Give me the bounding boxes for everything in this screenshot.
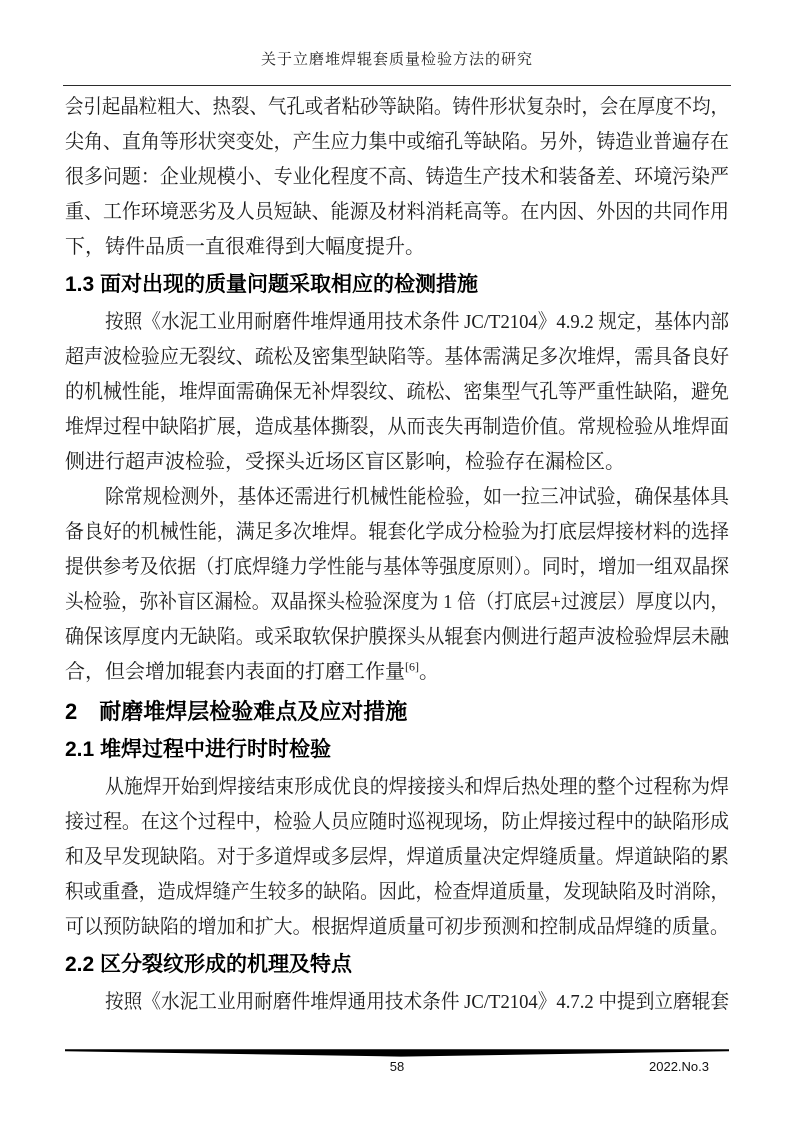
page-footer <box>65 1048 729 1076</box>
body-text-line <box>65 805 729 840</box>
text-segment: 可以预防缺陷的增加和扩大。根据焊道质量可初步预测和控制成品焊缝的质量。 <box>65 916 729 938</box>
body-text-line <box>65 305 729 340</box>
body-text-run <box>65 340 729 375</box>
body-text-run <box>65 515 729 550</box>
body-text-line <box>65 90 729 125</box>
text-segment: 重、工作环境恶劣及人员短缺、能源及材料消耗高等。在内因、外因的共同作用 <box>65 201 729 223</box>
body-text-run <box>65 90 729 125</box>
text-segment: 超声波检验应无裂纹、疏松及密集型缺陷等。基体需满足多次堆焊，需具备良好 <box>65 346 729 368</box>
body-text-run <box>65 875 729 910</box>
body-text-line <box>65 160 729 195</box>
body-text-line <box>65 620 729 655</box>
body-text-line <box>65 340 729 375</box>
issue-label: 2022.No.3 <box>649 1059 709 1074</box>
page-number: 58 <box>389 1059 405 1074</box>
body-text-line <box>65 875 729 910</box>
text-segment: 和及早发现缺陷。对于多道焊或多层焊，焊道质量决定焊缝质量。焊道缺陷的累 <box>65 846 729 868</box>
body-text-line <box>65 515 729 550</box>
body-text-run <box>65 550 729 585</box>
citation-superscript: [6] <box>405 659 419 674</box>
section-heading-2-1: 2.1 堆焊过程中进行时时检验 <box>65 738 332 761</box>
body-text-run <box>65 445 625 480</box>
body-text-line <box>65 655 729 690</box>
text-segment: 会引起晶粒粗大、热裂、气孔或者粘砂等缺陷。铸件形状复杂时，会在厚度不均， <box>65 96 729 118</box>
text-segment: 侧进行超声波检验，受探头近场区盲区影响，检验存在漏检区。 <box>65 451 625 473</box>
text-segment: 除常规检测外，基体还需进行机械性能检验，如一拉三冲试验，确保基体具 <box>105 486 729 508</box>
body-text-run <box>65 230 425 265</box>
body-text-run <box>105 305 729 340</box>
body-text-run <box>65 805 729 840</box>
text-segment: 。 <box>419 661 439 683</box>
body-text-line <box>65 480 729 515</box>
text-segment: 接过程。在这个过程中，检验人员应随时巡视现场，防止焊接过程中的缺陷形成 <box>65 811 729 833</box>
body-text-line <box>65 445 729 480</box>
text-segment: 按照《水泥工业用耐磨件堆焊通用技术条件 JC/T2104》4.9.2 规定，基体内部 <box>105 311 729 333</box>
body-text-line <box>65 770 729 805</box>
body-text-line <box>65 585 729 620</box>
text-segment: 合，但会增加辊套内表面的打磨工作量 <box>65 661 405 683</box>
body-text-run <box>65 655 439 690</box>
text-segment: 按照《水泥工业用耐磨件堆焊通用技术条件 JC/T2104》4.7.2 中提到立磨辊套 <box>105 991 729 1013</box>
body-text-line <box>65 195 729 230</box>
document-body <box>65 90 729 1020</box>
body-text-run <box>65 160 729 195</box>
section-heading-2: 2 耐磨堆焊层检验难点及应对措施 <box>65 699 408 724</box>
text-segment: 积或重叠，造成焊缝产生较多的缺陷。因此，检查焊道质量，发现缺陷及时消除， <box>65 881 729 903</box>
body-text-line <box>65 910 729 945</box>
body-text-run <box>105 770 729 805</box>
text-segment: 头检验，弥补盲区漏检。双晶探头检验深度为 1 倍（打底层+过渡层）厚度以内， <box>65 591 729 613</box>
text-segment: 尖角、直角等形状突变处，产生应力集中或缩孔等缺陷。另外，铸造业普遍存在 <box>65 131 729 153</box>
body-text-line <box>65 985 729 1020</box>
running-head-title: 关于立磨堆焊辊套质量检验方法的研究 <box>260 52 533 68</box>
body-text-run <box>65 410 729 445</box>
text-segment: 的机械性能，堆焊面需确保无补焊裂纹、疏松、密集型气孔等严重性缺陷，避免 <box>65 381 729 403</box>
page-header <box>63 0 731 86</box>
body-text-run <box>65 125 729 160</box>
body-text-run <box>65 195 729 230</box>
section-heading-1-3: 1.3 面对出现的质量问题采取相应的检测措施 <box>65 273 479 296</box>
body-text-run <box>65 585 729 620</box>
body-text-line <box>65 230 729 265</box>
text-segment: 很多问题：企业规模小、专业化程度不高、铸造生产技术和装备差、环境污染严 <box>65 166 729 188</box>
text-segment: 备良好的机械性能，满足多次堆焊。辊套化学成分检验为打底层焊接材料的选择 <box>65 521 729 543</box>
body-text-line <box>65 410 729 445</box>
text-segment: 堆焊过程中缺陷扩展，造成基体撕裂，从而丧失再制造价值。常规检验从堆焊面 <box>65 416 729 438</box>
body-text-line <box>65 375 729 410</box>
section-heading-2-2: 2.2 区分裂纹形成的机理及特点 <box>65 953 353 976</box>
body-text-line <box>65 840 729 875</box>
body-text-run <box>65 910 729 945</box>
footer-row <box>65 1058 729 1076</box>
text-segment: 下，铸件品质一直很难得到大幅度提升。 <box>65 236 425 258</box>
body-text-run <box>105 985 729 1020</box>
body-text-run <box>105 480 729 515</box>
body-text-run <box>65 840 729 875</box>
body-text-line <box>65 125 729 160</box>
text-segment: 从施焊开始到焊接结束形成优良的焊接接头和焊后热处理的整个过程称为焊 <box>105 776 729 798</box>
body-text-run <box>65 620 729 655</box>
body-text-run <box>65 375 729 410</box>
body-text-line <box>65 550 729 585</box>
text-segment: 确保该厚度内无缺陷。或采取软保护膜探头从辊套内侧进行超声波检验焊层未融 <box>65 626 729 648</box>
footer-divider-bar <box>65 1048 729 1057</box>
text-segment: 提供参考及依据（打底焊缝力学性能与基体等强度原则）。同时，增加一组双晶探 <box>65 556 729 578</box>
